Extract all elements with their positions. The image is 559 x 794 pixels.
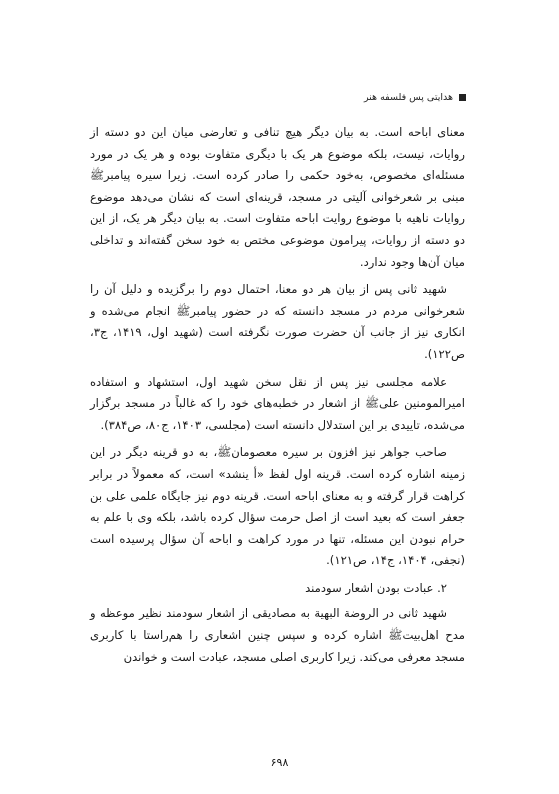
paragraph: صاحب جواهر نیز افزون بر سیره معصومانﷺ، به دو قرینه دیگر در این زمینه اشاره کرده است. قرینه اول لفظ «أ ینشد» است، که معمولاً در برابر کراهت قرار گرفته و به معنای اباحه است. قرینه دوم نیز جایگاه علمی علی بن جعفر است که بعید است از اصل حرمت سؤال کرده باشد، بلکه وی با علم به حرام نبودن این مسئله، تنها در مورد کراهت و اباحه آن سؤال پرسیده است (نجفی، ۱۴۰۴، ج۱۴، ص۱۲۱).	[90, 445, 465, 568]
section-heading: ۲. عبادت بودن اشعار سودمند	[305, 580, 447, 595]
page-number: ۶۹۸	[270, 756, 289, 769]
body-text	[90, 122, 465, 674]
paragraph: معنای اباحه است. به بیان دیگر هیچ تنافی و تعارضی میان این دو دسته از روایات، نیست، بلکه موضوع هر یک با دیگری متفاوت بوده و هر یک در مورد مسئله‌ای مخصوص، به‌خود حکمی را صادر کرده است. زیرا سیره پیامبرﷺ مبنی بر شعرخوانی آلیتی در مسجد، قرینه‌ای است که نشان می‌دهد موضوع روایات ناهیه با موضوع روایت اباحه متفاوت است. به بیان دیگر هر یک، از این دو دسته از روایات، پیرامون موضوعی مختص به خود سخن گفته‌اند و تداخلی میان آن‌ها وجود ندارد.	[90, 125, 465, 269]
running-title: هدایتی پس فلسفه هنر	[363, 92, 453, 103]
paragraph: شهید ثانی پس از بیان هر دو معنا، احتمال دوم را برگزیده و دلیل آن را شعرخوانی مردم در مسجد دانسته که در حضور پیامبرﷺ انجام می‌شده و انکاری نیز از جانب آن حضرت صورت نگرفته است (شهید اول، ۱۴۱۹، ج۳، ص۱۲۲).	[90, 282, 465, 361]
paragraph: شهید ثانی در الروضة البهیة به مصادیقی از اشعار سودمند نظیر موعظه و مدح اهل‌بیتﷺ اشاره کرده و سپس چنین اشعاری را هم‌راستا با کاربری مسجد معرفی می‌کند. زیرا کاربری اصلی مسجد، عبادت است و خواندن	[90, 606, 465, 664]
paragraph: علامه مجلسی نیز پس از نقل سخن شهید اول، استشهاد و استفاده امیرالمومنین علیﷺ از اشعار در خطبه‌های خود را که غالباً در مسجد برگزار می‌شده، تاییدی بر این استدلال دانسته است (مجلسی، ۱۴۰۳، ج۸۰، ص۳۸۴).	[90, 374, 465, 432]
running-header	[364, 92, 466, 103]
header-bullet-icon	[459, 94, 466, 101]
